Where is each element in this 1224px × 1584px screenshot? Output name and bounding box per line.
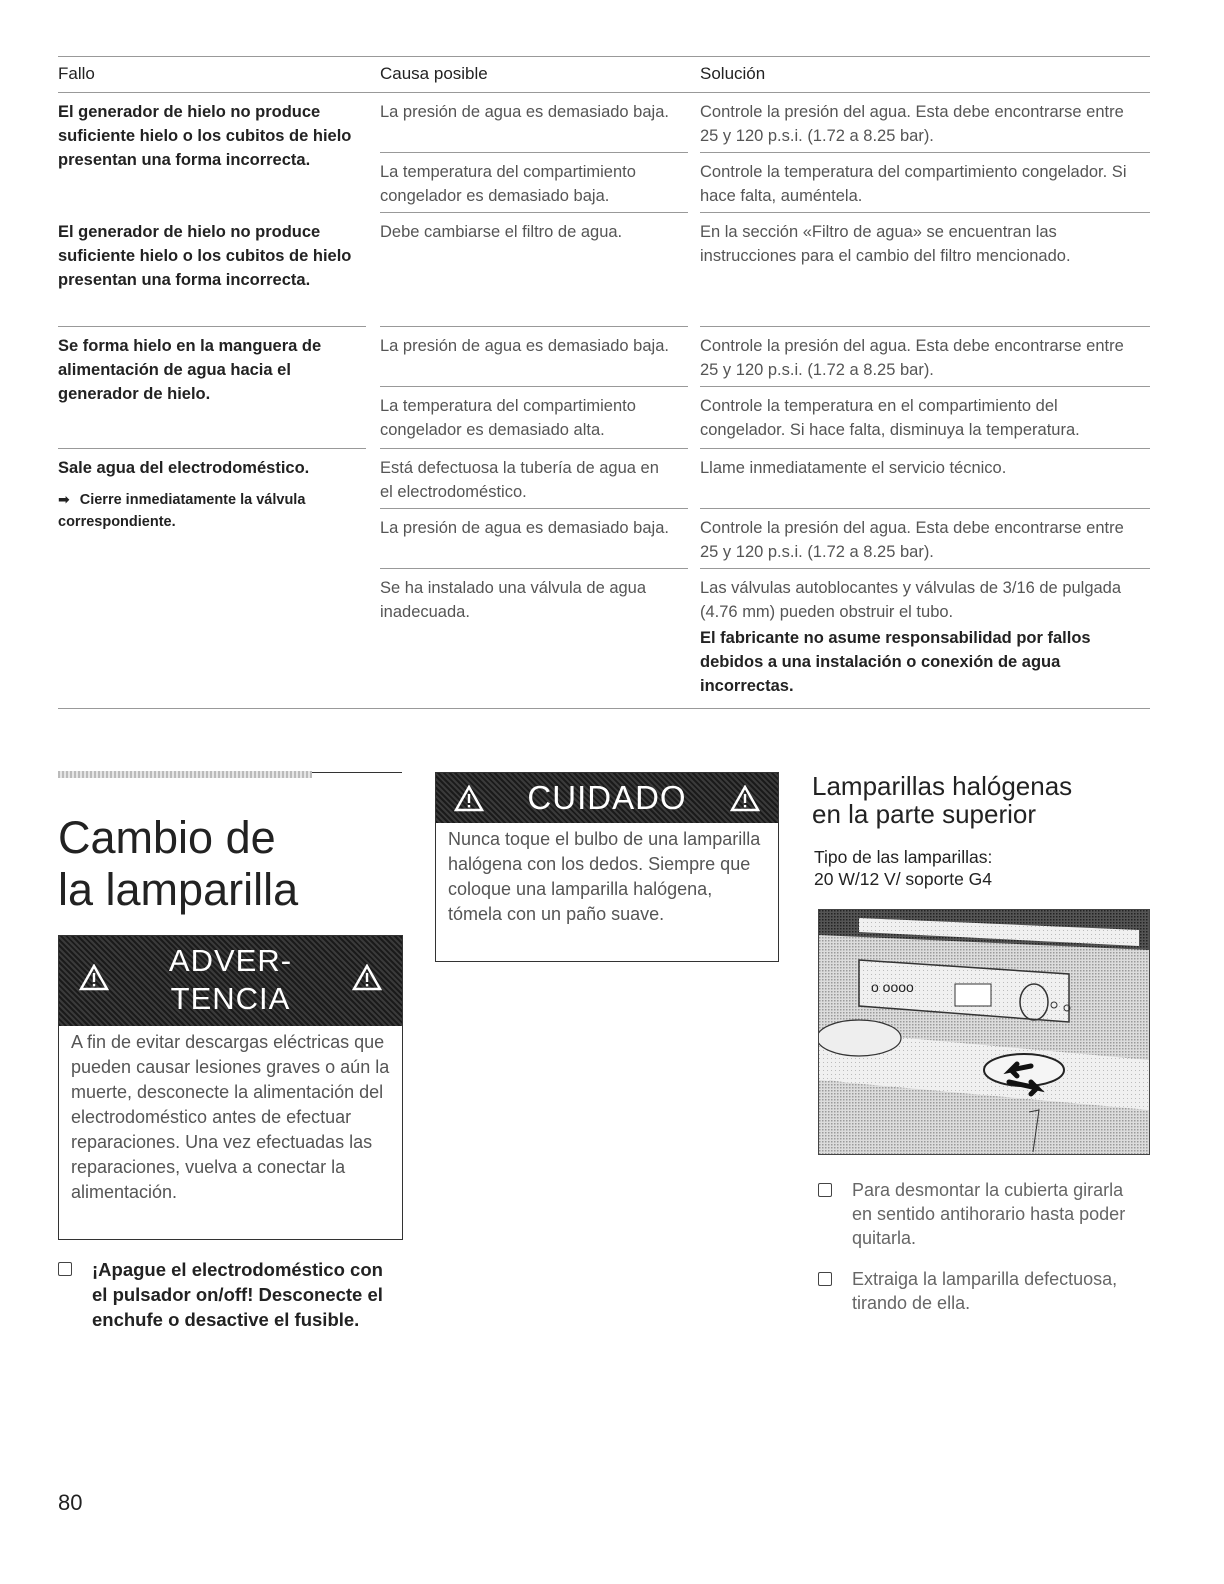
- section-decoration-line: [312, 772, 402, 773]
- arrow-right-icon: ➡: [58, 491, 70, 507]
- step-power-off: [58, 1257, 398, 1332]
- cause-cell: La presión de agua es demasiado baja.: [380, 519, 669, 537]
- solution-cell: Controle la temperatura en el compartimiento del congelador. Si hace falta, disminuya la temperatura.: [700, 397, 1080, 439]
- row-rule: [380, 152, 688, 153]
- step-remove-cover: [818, 1178, 1138, 1250]
- step-text: Extraiga la lamparilla defectuosa, tirando de ella.: [852, 1269, 1118, 1313]
- svg-text:o oooo: o oooo: [871, 979, 914, 995]
- caution-box: [435, 772, 779, 962]
- section-decoration-bar: [58, 771, 312, 778]
- row-rule: [380, 212, 688, 213]
- solution-cell: Controle la presión del agua. Esta debe encontrarse entre 25 y 120 p.s.i. (1.72 a 8.25 bar).: [700, 103, 1124, 145]
- caution-triangle-icon: [730, 785, 760, 812]
- checkbox-icon: [818, 1183, 832, 1197]
- row-rule: [700, 568, 1150, 569]
- row-rule: [380, 568, 688, 569]
- header-fault: Fallo: [58, 64, 95, 83]
- row-rule: [58, 448, 366, 449]
- warning-triangle-icon: [352, 964, 382, 991]
- caution-text: Nunca toque el bulbo de una lamparilla halógena con los dedos. Siempre que coloque una lamparilla halógena, tómela con un paño suave.: [448, 829, 761, 924]
- solution-cell: Controle la presión del agua. Esta debe encontrarse entre 25 y 120 p.s.i. (1.72 a 8.25 bar).: [700, 519, 1124, 561]
- cause-cell: Se ha instalado una válvula de agua inadecuada.: [380, 579, 647, 621]
- cause-cell: La presión de agua es demasiado baja.: [380, 103, 669, 121]
- warning-heading-1: ADVER-: [168, 943, 293, 978]
- fault-cell: El generador de hielo no produce suficiente hielo o los cubitos de hielo presentan una forma incorrecta.: [58, 103, 352, 169]
- checkbox-icon: [818, 1272, 832, 1286]
- warning-heading-2: TENCIA: [170, 981, 291, 1016]
- row-rule: [700, 508, 1150, 509]
- fault-cell: Sale agua del electrodoméstico.: [58, 459, 310, 477]
- solution-cell: Controle la presión del agua. Esta debe encontrarse entre 25 y 120 p.s.i. (1.72 a 8.25 bar).: [700, 337, 1124, 379]
- warning-text: A fin de evitar descargas eléctricas que pueden causar lesiones graves o aún la muerte, desconecte la alimentación del electrodoméstico antes de efectuar reparaciones. Una vez efectuadas las reparaciones, vuelva a conectar la alimentación.: [71, 1032, 390, 1202]
- fault-note: ➡ Cierre inmediatamente la válvula correspondiente.: [58, 491, 306, 530]
- warning-box: [58, 935, 403, 1240]
- cause-cell: La temperatura del compartimiento congelador es demasiado alta.: [380, 397, 636, 439]
- row-rule: [700, 152, 1150, 153]
- cause-cell: Debe cambiarse el filtro de agua.: [380, 223, 623, 241]
- header-rule: [58, 92, 1150, 93]
- checkbox-icon: [58, 1262, 72, 1276]
- appliance-panel-image: [819, 910, 1149, 1154]
- table-top-rule: [58, 56, 1150, 57]
- row-rule: [380, 508, 688, 509]
- solution-cell: Controle la temperatura del compartimiento congelador. Si hace falta, auméntela.: [700, 163, 1127, 205]
- row-rule: [380, 448, 688, 449]
- fault-cell: El generador de hielo no produce suficiente hielo o los cubitos de hielo presentan una forma incorrecta.: [58, 223, 352, 289]
- row-rule: [700, 212, 1150, 213]
- step-text: Para desmontar la cubierta girarla en sentido antihorario hasta poder quitarla.: [852, 1180, 1126, 1248]
- row-rule: [380, 326, 688, 327]
- step-extract-lamp: [818, 1267, 1138, 1315]
- solution-cell: Llame inmediatamente el servicio técnico.: [700, 459, 1007, 477]
- table-bottom-rule: [58, 708, 1150, 709]
- solution-cell: En la sección «Filtro de agua» se encuentran las instrucciones para el cambio del filtro mencionado.: [700, 223, 1071, 265]
- row-rule: [700, 386, 1150, 387]
- header-solution: Solución: [700, 64, 766, 83]
- cause-cell: La presión de agua es demasiado baja.: [380, 337, 669, 355]
- cause-cell: La temperatura del compartimiento congelador es demasiado baja.: [380, 163, 636, 205]
- lamp-type: Tipo de las lamparillas: 20 W/12 V/ soporte G4: [814, 847, 993, 889]
- lamp-cover-illustration: [818, 909, 1150, 1155]
- fault-cell: Se forma hielo en la manguera de alimentación de agua hacia el generador de hielo.: [58, 337, 322, 403]
- caution-heading: CUIDADO: [527, 779, 687, 816]
- row-rule: [380, 386, 688, 387]
- solution-bold-text: El fabricante no asume responsabilidad por fallos debidos a una instalación o conexión de agua incorrectas.: [700, 629, 1091, 695]
- row-rule: [700, 326, 1150, 327]
- cause-cell: Está defectuosa la tubería de agua en el electrodoméstico.: [380, 459, 659, 501]
- warning-banner: [59, 936, 402, 1026]
- section-title: Cambio de la lamparilla: [58, 812, 299, 915]
- page-number: 80: [58, 1490, 83, 1515]
- header-cause: Causa posible: [380, 64, 488, 83]
- halogen-title: Lamparillas halógenas en la parte superior: [812, 771, 1073, 829]
- row-rule: [700, 448, 1150, 449]
- row-rule: [58, 326, 366, 327]
- solution-text: Las válvulas autoblocantes y válvulas de 3/16 de pulgada (4.76 mm) pueden obstruir el tubo.: [700, 579, 1122, 621]
- caution-banner: [436, 773, 778, 823]
- step-text: ¡Apague el electrodoméstico con el pulsador on/off! Desconecte el enchufe o desactive el fusible.: [92, 1259, 383, 1330]
- solution-cell: [700, 576, 1150, 698]
